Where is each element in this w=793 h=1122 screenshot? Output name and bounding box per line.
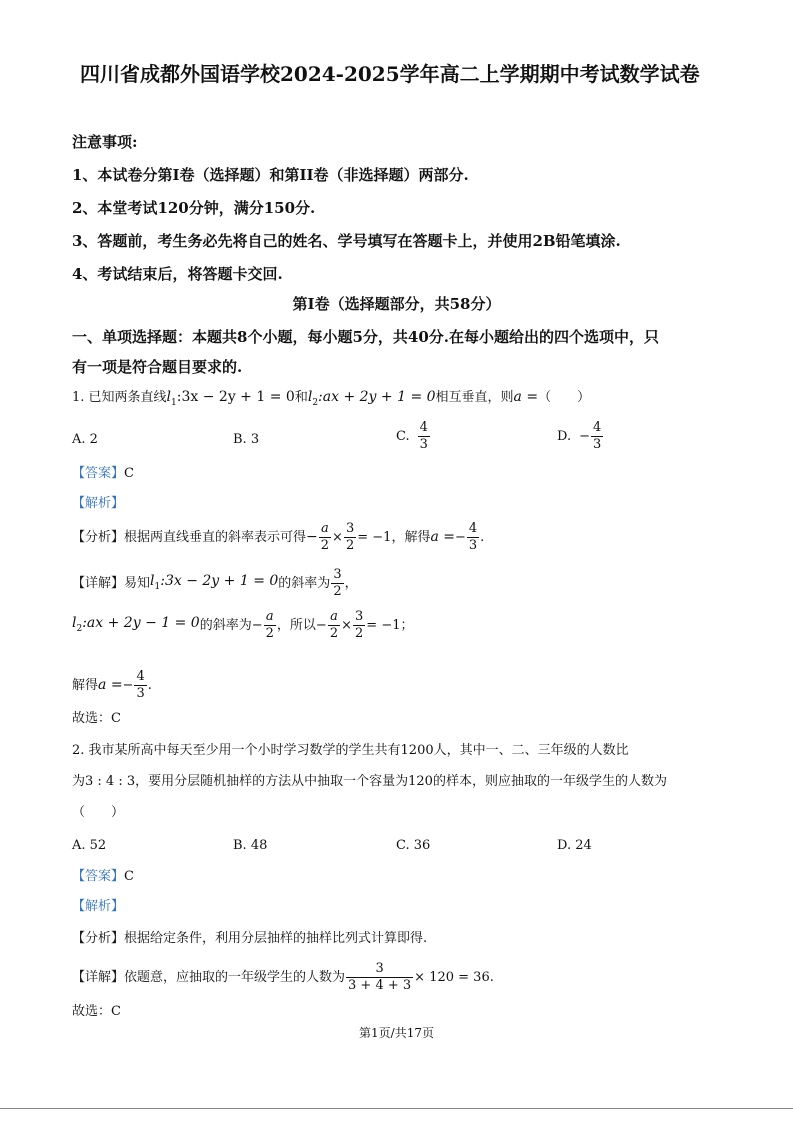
q1-option-b: B. 3	[233, 432, 260, 447]
q2-fenxi: 【分析】根据给定条件，利用分层抽样的抽样比列式计算即得.	[72, 931, 428, 946]
notice-item: 3、答题前，考生务必先将自己的姓名、学号填写在答题卡上，并使用2B铅笔填涂.	[72, 232, 621, 250]
q2-option-b: B. 48	[233, 838, 268, 853]
fraction: $\frac{a}{2}$	[265, 609, 274, 641]
part-heading-line2: 有一项是符合题目要求的.	[72, 358, 243, 376]
page-title: 四川省成都外国语学校2024-2025学年高二上学期期中考试数学试卷	[80, 62, 700, 86]
q1-fenxi: 【分析】 根据两直线垂直的斜率表示可得 − $\frac{a}{2}$ × $\frac{3}{2}$ = −1 ，解得 a = − $\frac{4}{3}$ .	[72, 521, 485, 553]
notice-item: 4、考试结束后，将答题卡交回.	[72, 265, 283, 283]
q1-option-c: C. $\frac{4}{3}$	[396, 420, 428, 452]
fraction: $\frac{3}{3 + 4 + 3}$	[348, 961, 412, 993]
fraction: $\frac{3}{2}$	[355, 609, 364, 641]
q1-stem: 1. 已知两条直线$l_1:3x - 2y + 1 = 0$和$l_2:ax + 2y + 1 = 0$相互垂直，则a =（ ）	[72, 389, 591, 408]
fraction: $\frac{4}{3}$	[136, 669, 145, 701]
q2-answer: 【答案】C	[72, 869, 134, 884]
q1-answer: 【答案】C	[72, 466, 134, 481]
fraction: $\frac{4}{3}$	[468, 521, 478, 553]
bottom-divider	[0, 1108, 793, 1109]
q2-option-d: D. 24	[557, 838, 592, 853]
q1-analysis-label: 【解析】	[72, 496, 125, 511]
q2-stem-line2: 为3 : 4 : 3，要用分层随机抽样的方法从中抽取一个容量为120的样本，则应抽取的一年级学生的人数为	[72, 774, 667, 789]
q1-line2-eq: $l_2:ax + 2y + 1 = 0$	[307, 389, 436, 408]
fraction: $\frac{4}{3}$	[419, 420, 428, 452]
q2-stem-line1: 2. 我市某所高中每天至少用一个小时学习数学的学生共有1200人，其中一、二、三年级的人数比	[72, 743, 629, 758]
q1-option-d: D. − $\frac{4}{3}$	[557, 420, 602, 452]
q1-xiangjie-3: 解得 a = − $\frac{4}{3}$ .	[72, 669, 152, 701]
q1-xiangjie-1: 【详解】 易知 $l_1:3x - 2y + 1 = 0$ 的斜率为 $\frac{3}{2}$ ，	[72, 567, 358, 599]
fraction: $\frac{3}{2}$	[333, 567, 342, 599]
page-footer: 第1页/共17页	[359, 1026, 434, 1040]
q2-option-a: A. 52	[72, 838, 107, 853]
q1-stem-text: 1. 已知两条直线	[72, 390, 167, 405]
section-title: 第I卷（选择题部分，共58分）	[292, 295, 501, 313]
notice-heading: 注意事项:	[72, 133, 138, 151]
q2-analysis-label: 【解析】	[72, 899, 125, 914]
q1-choose: 故选：C	[72, 711, 121, 726]
fraction: $\frac{4}{3}$	[593, 420, 602, 452]
fraction: $\frac{3}{2}$	[345, 521, 355, 553]
notice-item: 1、本试卷分第I卷（选择题）和第II卷（非选择题）两部分.	[72, 166, 469, 184]
notice-item: 2、本堂考试120分钟，满分150分.	[72, 199, 316, 217]
q1-xiangjie-2: $l_2:ax + 2y - 1 = 0$ 的斜率为 − $\frac{a}{2}$ ，所以 − $\frac{a}{2}$ × $\frac{3}{2}$ = −1 ；	[72, 609, 414, 641]
q1-option-a: A. 2	[72, 432, 98, 447]
q2-stem-line3: （ ）	[72, 805, 125, 820]
fraction: $\frac{a}{2}$	[320, 521, 330, 553]
q2-choose: 故选：C	[72, 1004, 121, 1019]
fraction: $\frac{a}{2}$	[329, 609, 339, 641]
q1-line1-eq: $l_1:3x - 2y + 1 = 0$	[166, 389, 295, 408]
q2-xiangjie: 【详解】 依题意，应抽取的一年级学生的人数为 $\frac{3}{3 + 4 + 3}$ × 120 = 36 .	[72, 961, 494, 993]
part-heading-line1: 一、单项选择题：本题共8个小题，每小题5分，共40分.在每小题给出的四个选项中，只	[72, 328, 659, 346]
q2-option-c: C. 36	[396, 838, 431, 853]
